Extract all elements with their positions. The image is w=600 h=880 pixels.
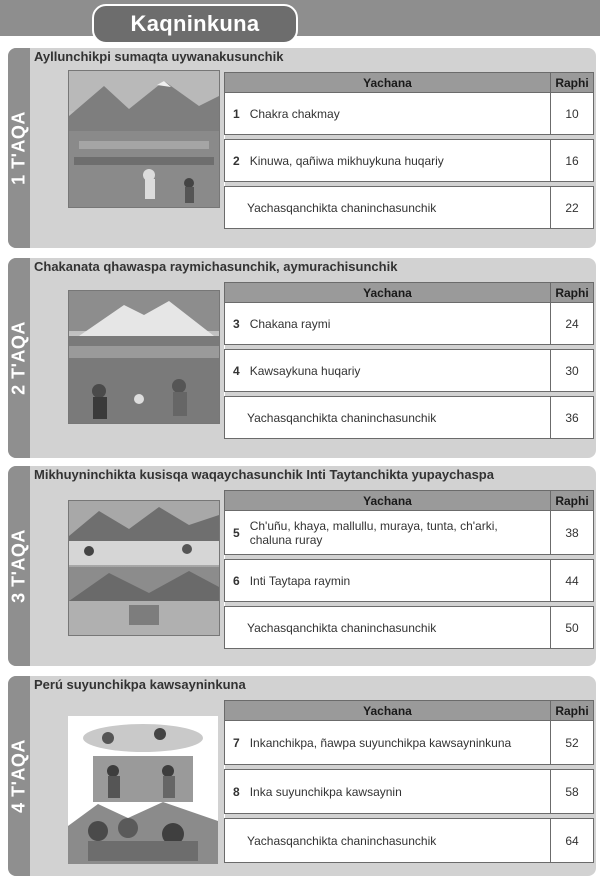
- table-header-topic: Yachana: [225, 491, 551, 511]
- table-row[interactable]: [225, 350, 594, 392]
- lesson-number: 3: [233, 316, 240, 331]
- lesson-number: 2: [233, 153, 240, 168]
- unit-2-tab: 2 T'AQA: [8, 258, 30, 458]
- table-row[interactable]: [225, 397, 594, 439]
- table-header-topic: Yachana: [225, 701, 551, 721]
- unit-4-section: [8, 676, 596, 876]
- page-number: 30: [551, 350, 594, 392]
- table-row[interactable]: [225, 560, 594, 602]
- review-title[interactable]: Yachasqanchikta chaninchasunchik: [247, 200, 437, 215]
- unit-2-table: [224, 282, 594, 439]
- lesson-title[interactable]: Chakana raymi: [249, 316, 331, 331]
- table-header-page: Raphi: [551, 73, 594, 93]
- table-row[interactable]: [225, 511, 594, 555]
- table-header-page: Raphi: [551, 283, 594, 303]
- lesson-number: 4: [233, 363, 240, 378]
- unit-3-heading: Mikhuyninchikta kusisqa waqaychasunchik Inti Taytanchikta yupaychaspa: [34, 467, 494, 482]
- page-number: 64: [551, 819, 594, 863]
- review-title[interactable]: Yachasqanchikta chaninchasunchik: [247, 410, 437, 425]
- unit-2-illustration: [68, 290, 220, 424]
- unit-2-heading: Chakanata qhawaspa raymichasunchik, aymurachisunchik: [34, 259, 398, 274]
- unit-3-section: [8, 466, 596, 666]
- lesson-number: 6: [233, 573, 240, 588]
- page-number: 10: [551, 93, 594, 135]
- review-title[interactable]: Yachasqanchikta chaninchasunchik: [247, 620, 437, 635]
- unit-2-section: [8, 258, 596, 458]
- unit-1-table: [224, 72, 594, 229]
- unit-4-tab: 4 T'AQA: [8, 676, 30, 876]
- unit-1-tab: 1 T'AQA: [8, 48, 30, 248]
- unit-4-heading: Perú suyunchikpa kawsayninkuna: [34, 677, 246, 692]
- unit-4-table: [224, 700, 594, 863]
- table-header-topic: Yachana: [225, 73, 551, 93]
- lesson-title[interactable]: Inti Taytapa raymin: [249, 573, 351, 588]
- page-number: 24: [551, 303, 594, 345]
- lesson-number: 8: [233, 784, 240, 799]
- page-number: 44: [551, 560, 594, 602]
- lesson-title[interactable]: Inka suyunchikpa kawsaynin: [249, 784, 402, 799]
- unit-1-illustration: [68, 70, 220, 208]
- unit-3-illustration: [68, 500, 220, 636]
- lesson-number: 7: [233, 735, 240, 750]
- lesson-title[interactable]: Chakra chakmay: [249, 106, 340, 121]
- unit-3-table: [224, 490, 594, 649]
- page-number: 50: [551, 607, 594, 649]
- table-header-page: Raphi: [551, 491, 594, 511]
- page-number: 22: [551, 187, 594, 229]
- lesson-number: 5: [233, 525, 240, 540]
- lesson-title[interactable]: Kawsaykuna huqariy: [249, 363, 361, 378]
- table-row[interactable]: [225, 770, 594, 814]
- lesson-title[interactable]: Inkanchikpa, ñawpa suyunchikpa kawsayninkuna: [249, 735, 512, 750]
- table-row[interactable]: [225, 187, 594, 229]
- unit-3-tab: 3 T'AQA: [8, 466, 30, 666]
- page-number: 58: [551, 770, 594, 814]
- page-title: Kaqninkuna: [92, 4, 298, 44]
- lesson-number: 1: [233, 106, 240, 121]
- table-row[interactable]: [225, 721, 594, 765]
- table-row[interactable]: [225, 93, 594, 135]
- unit-1-heading: Ayllunchikpi sumaqta uywanakusunchik: [34, 49, 284, 64]
- table-row[interactable]: [225, 819, 594, 863]
- table-header-page: Raphi: [551, 701, 594, 721]
- page-number: 36: [551, 397, 594, 439]
- page-number: 16: [551, 140, 594, 182]
- page-header-bar: [0, 0, 600, 36]
- table-header-topic: Yachana: [225, 283, 551, 303]
- table-row[interactable]: [225, 140, 594, 182]
- unit-1-section: [8, 48, 596, 248]
- review-title[interactable]: Yachasqanchikta chaninchasunchik: [247, 833, 437, 848]
- page-number: 38: [551, 511, 594, 555]
- lesson-title[interactable]: Kinuwa, qañiwa mikhuykuna huqariy: [249, 153, 444, 168]
- table-row[interactable]: [225, 303, 594, 345]
- table-row[interactable]: [225, 607, 594, 649]
- page-number: 52: [551, 721, 594, 765]
- unit-4-illustration: [68, 716, 218, 864]
- lesson-title[interactable]: Ch'uñu, khaya, mallullu, muraya, tunta, ch'arki, chaluna ruray: [249, 518, 498, 547]
